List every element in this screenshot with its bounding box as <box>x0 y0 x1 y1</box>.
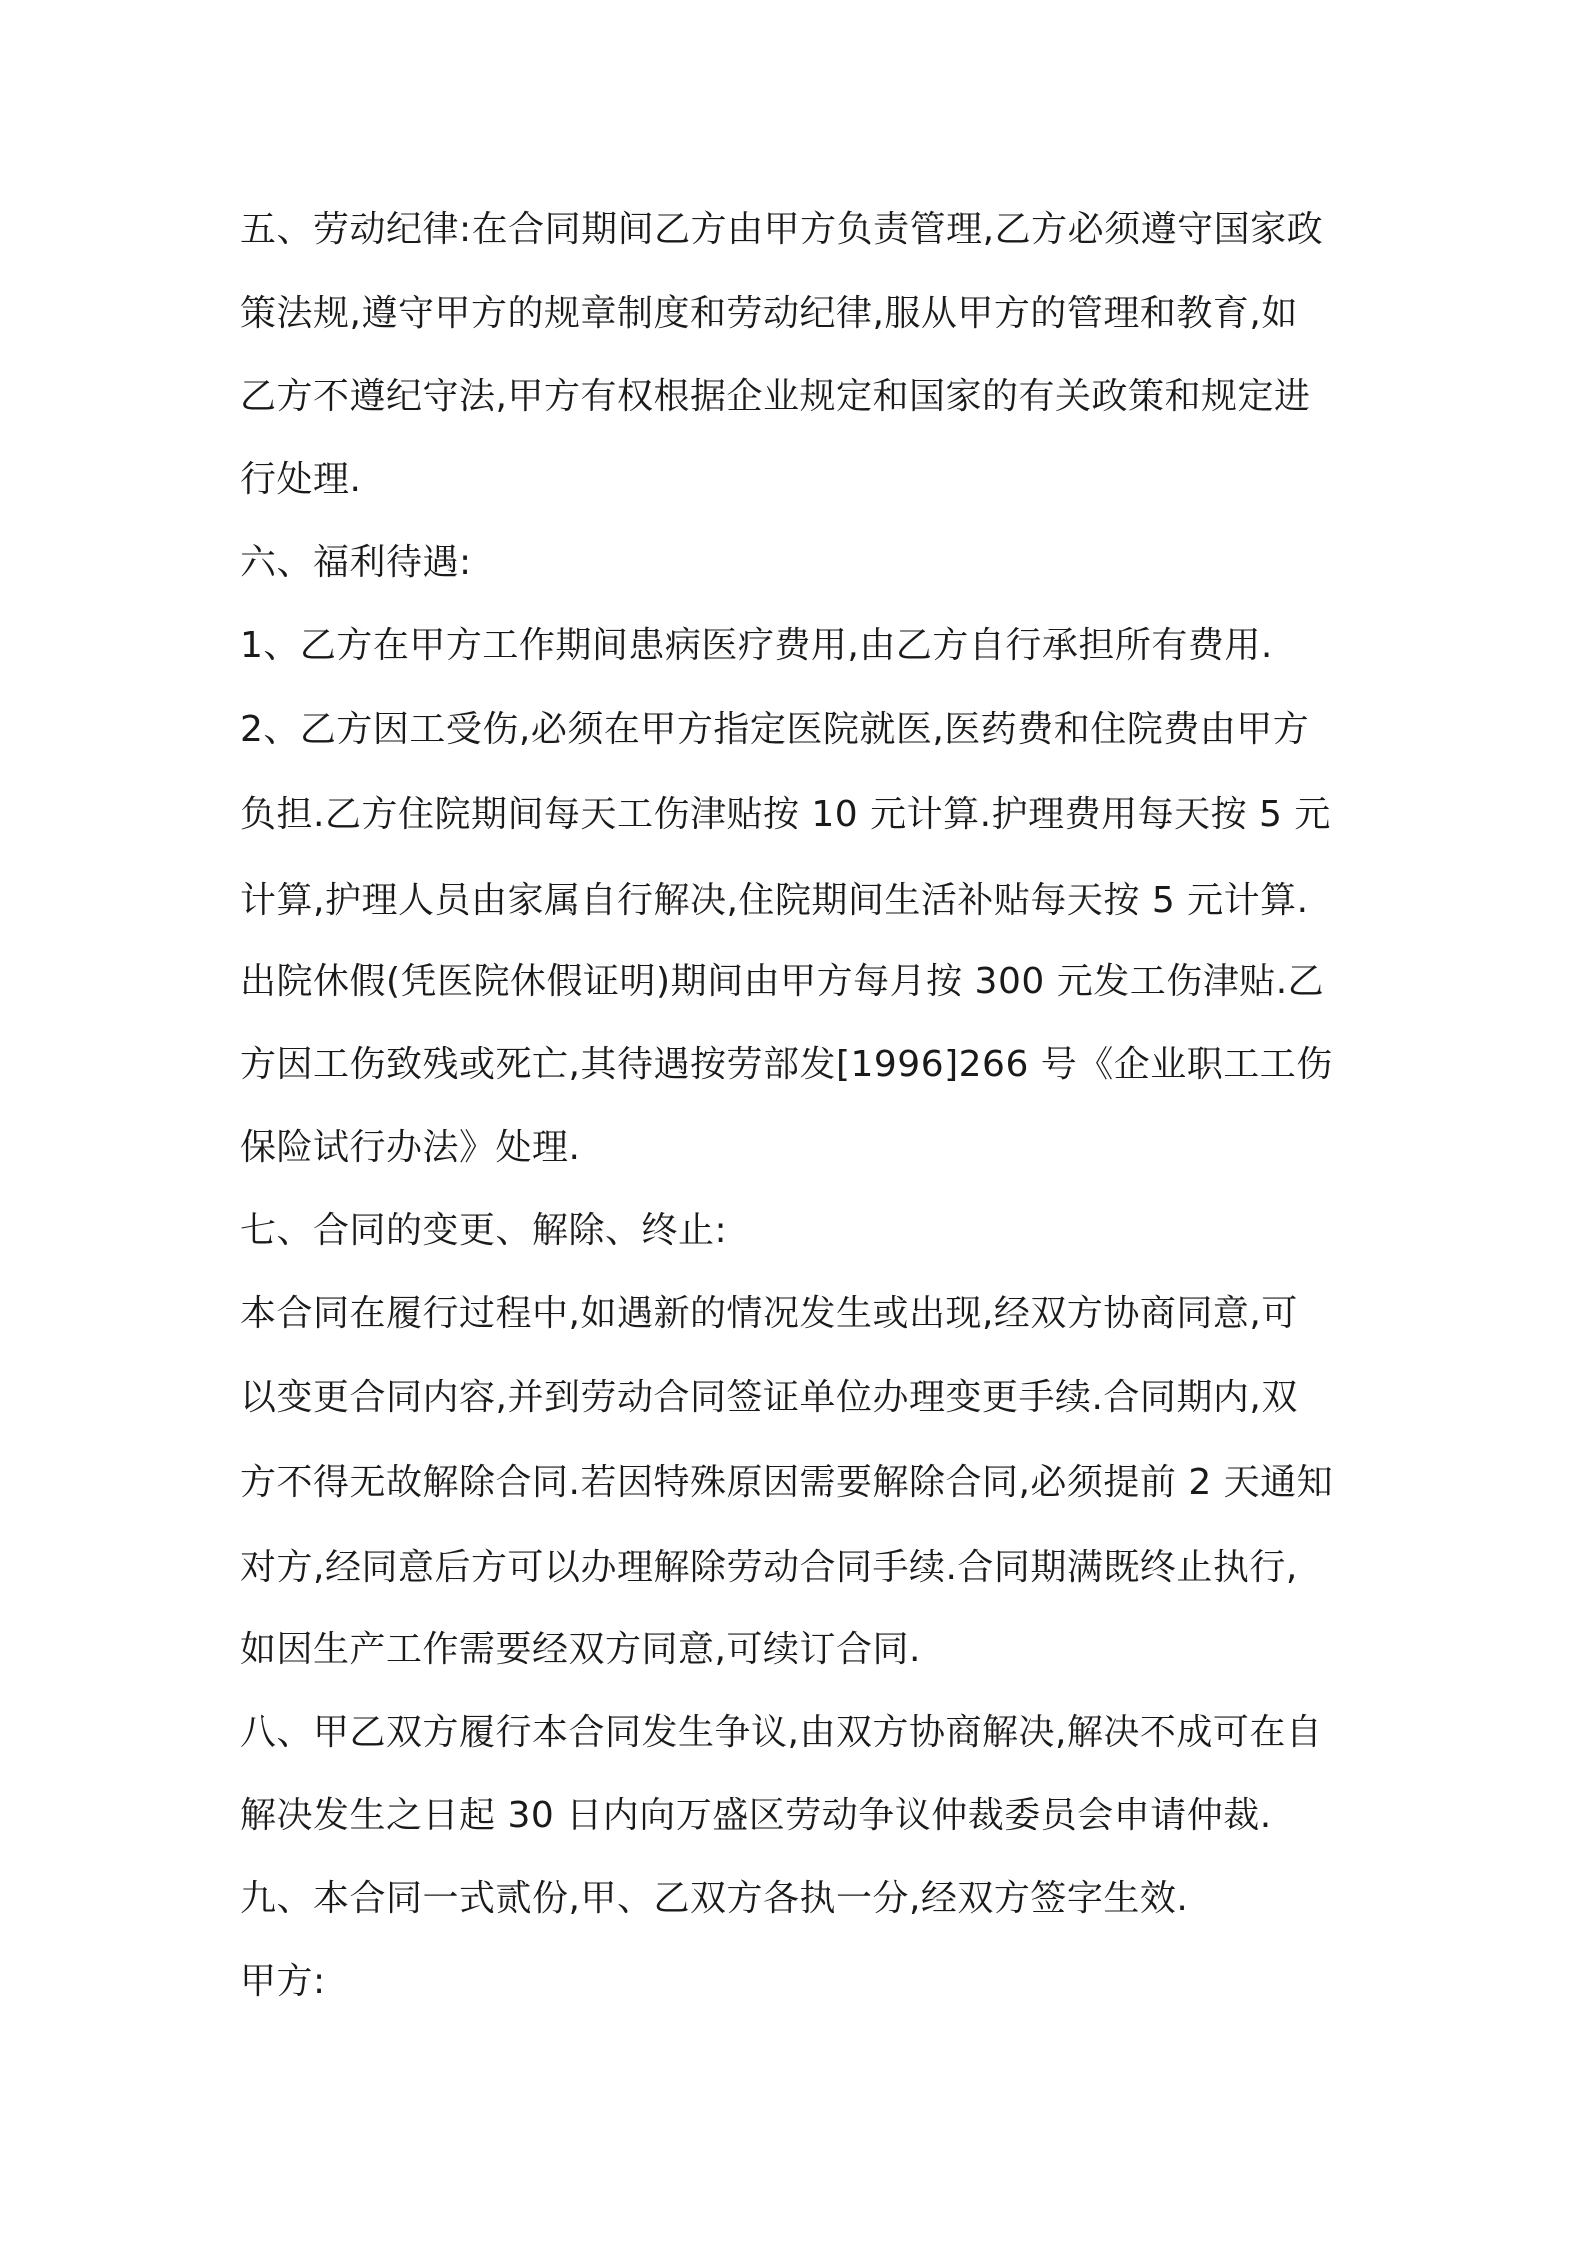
line-article-6-item-2-5: 方因工伤致残或死亡,其待遇按劳部发[1996]266 号《企业职工工伤 <box>240 1044 1333 1085</box>
line-article-7-4: 对方,经同意后方可以办理解除劳动合同手续.合同期满既终止执行, <box>240 1547 1298 1588</box>
line-article-8-1: 八、甲乙双方履行本合同发生争议,由双方协商解决,解决不成可在自 <box>240 1712 1323 1753</box>
line-article-6-item-1: 1、乙方在甲方工作期间患病医疗费用,由乙方自行承担所有费用. <box>240 625 1273 666</box>
line-article-6-item-2-3: 计算,护理人员由家属自行解决,住院期间生活补贴每天按 5 元计算. <box>240 880 1309 921</box>
line-article-7-2: 以变更合同内容,并到劳动合同签证单位办理变更手续.合同期内,双 <box>240 1377 1298 1418</box>
heading-article-7: 七、合同的变更、解除、终止: <box>240 1210 728 1251</box>
line-article-8-2: 解决发生之日起 30 日内向万盛区劳动争议仲裁委员会申请仲裁. <box>240 1795 1272 1836</box>
party-a-signature-label: 甲方: <box>240 1961 326 2002</box>
line-article-7-1: 本合同在履行过程中,如遇新的情况发生或出现,经双方协商同意,可 <box>240 1293 1298 1334</box>
line-article-5-3: 乙方不遵纪守法,甲方有权根据企业规定和国家的有关政策和规定进 <box>240 376 1311 417</box>
line-article-6-item-2-2: 负担.乙方住院期间每天工伤津贴按 10 元计算.护理费用每天按 5 元 <box>240 794 1331 835</box>
line-article-6-item-2-6: 保险试行办法》处理. <box>240 1127 581 1168</box>
line-article-5-1: 五、劳动纪律:在合同期间乙方由甲方负责管理,乙方必须遵守国家政 <box>240 209 1324 250</box>
line-article-9: 九、本合同一式贰份,甲、乙双方各执一分,经双方签字生效. <box>240 1878 1189 1919</box>
line-article-5-4: 行处理. <box>240 459 362 500</box>
line-article-6-item-2-1: 2、乙方因工受伤,必须在甲方指定医院就医,医药费和住院费由甲方 <box>240 709 1310 750</box>
line-article-5-2: 策法规,遵守甲方的规章制度和劳动纪律,服从甲方的管理和教育,如 <box>240 293 1298 334</box>
line-article-7-5: 如因生产工作需要经双方同意,可续订合同. <box>240 1629 921 1670</box>
heading-article-6: 六、福利待遇: <box>240 542 472 583</box>
line-article-6-item-2-4: 出院休假(凭医院休假证明)期间由甲方每月按 300 元发工伤津贴.乙 <box>240 961 1325 1002</box>
line-article-7-3: 方不得无故解除合同.若因特殊原因需要解除合同,必须提前 2 天通知 <box>240 1462 1334 1503</box>
